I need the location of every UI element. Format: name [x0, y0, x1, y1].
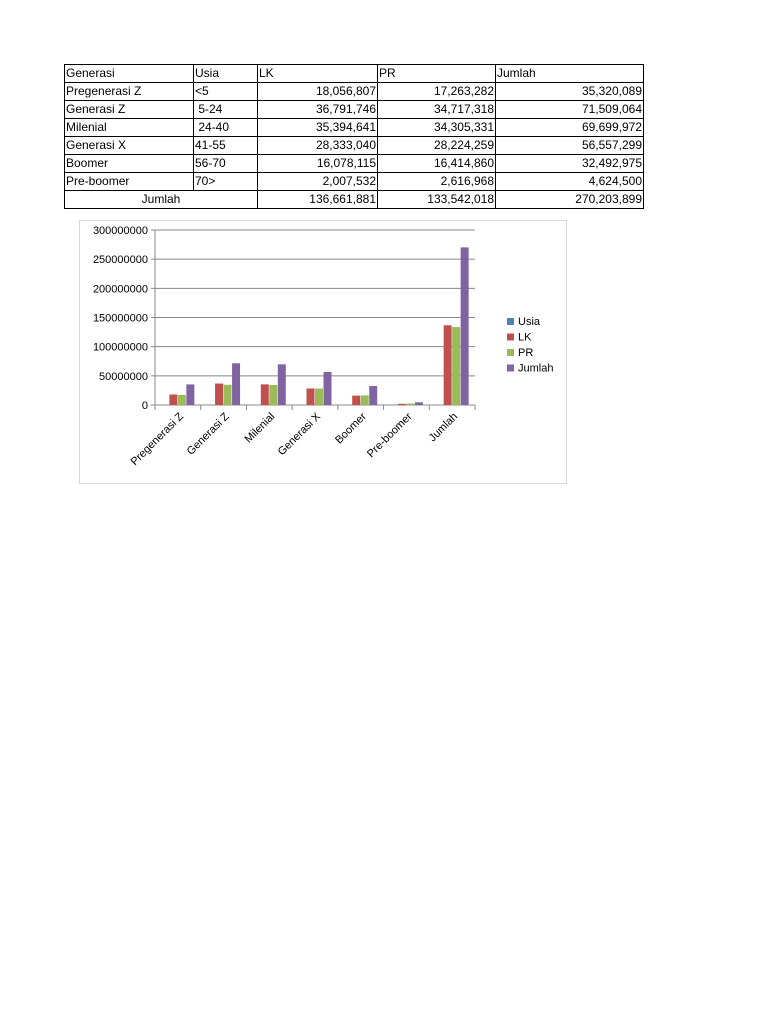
header-cell-pr[interactable]: PR	[378, 65, 496, 83]
legend-swatch-pr	[507, 349, 514, 356]
data-table	[64, 64, 644, 209]
x-tick-label: Jumlah	[426, 410, 461, 445]
table-cell[interactable]: 24-40	[194, 119, 258, 137]
bar-lk	[261, 384, 269, 405]
x-tick-label: Generasi X	[275, 410, 324, 459]
bar-jumlah	[461, 247, 469, 405]
bar-jumlah	[324, 372, 332, 405]
table-cell[interactable]: 2,007,532	[258, 173, 378, 191]
table-cell[interactable]: 2,616,968	[378, 173, 496, 191]
total-jumlah-cell[interactable]: 270,203,899	[496, 191, 644, 209]
table-cell[interactable]: Boomer	[65, 155, 194, 173]
bar-pr	[361, 395, 369, 405]
table-cell[interactable]: 32,492,975	[496, 155, 644, 173]
legend-swatch-lk	[507, 334, 514, 341]
table-row	[65, 173, 644, 191]
table-cell[interactable]: 69,699,972	[496, 119, 644, 137]
y-tick-label: 50000000	[99, 370, 148, 383]
bar-chart[interactable]	[79, 220, 567, 484]
bar-pr	[269, 385, 277, 405]
table-cell[interactable]: 56,557,299	[496, 137, 644, 155]
bar-pr	[406, 403, 414, 405]
bar-lk	[398, 404, 406, 405]
x-tick-label: Pre-boomer	[364, 410, 415, 461]
table-cell[interactable]: 18,056,807	[258, 83, 378, 101]
table-cell[interactable]: 71,509,064	[496, 101, 644, 119]
table-cell[interactable]: 70>	[194, 173, 258, 191]
bar-jumlah	[369, 386, 377, 405]
chart-svg	[80, 221, 566, 483]
x-tick-label: Pregenerasi Z	[128, 410, 186, 468]
y-tick-label: 150000000	[92, 312, 148, 325]
bar-lk	[307, 388, 315, 405]
table-cell[interactable]: 5-24	[194, 101, 258, 119]
table-cell[interactable]: Generasi X	[65, 137, 194, 155]
legend-label-lk: LK	[518, 331, 532, 344]
legend-label-usia: Usia	[518, 316, 541, 328]
table-cell[interactable]: 35,394,641	[258, 119, 378, 137]
table-cell[interactable]: 34,717,318	[378, 101, 496, 119]
header-cell-lk[interactable]: LK	[258, 65, 378, 83]
total-pr-cell[interactable]: 133,542,018	[378, 191, 496, 209]
table-cell[interactable]: 28,224,259	[378, 137, 496, 155]
table-cell[interactable]: Milenial	[65, 119, 194, 137]
table-cell[interactable]: Pre-boomer	[65, 173, 194, 191]
table-cell[interactable]: Pregenerasi Z	[65, 83, 194, 101]
legend-label-jumlah: Jumlah	[518, 362, 554, 375]
y-tick-label: 100000000	[92, 341, 148, 354]
table-cell[interactable]: Generasi Z	[65, 101, 194, 119]
table-cell[interactable]: 36,791,746	[258, 101, 378, 119]
bar-jumlah	[186, 384, 194, 405]
table-row	[65, 83, 644, 101]
total-row	[65, 191, 644, 209]
bar-pr	[452, 327, 460, 405]
total-label-cell[interactable]: Jumlah	[65, 191, 258, 209]
table-cell[interactable]: <5	[194, 83, 258, 101]
bar-lk	[215, 384, 223, 405]
table-cell[interactable]: 56-70	[194, 155, 258, 173]
y-tick-label: 250000000	[92, 254, 148, 267]
table-cell[interactable]: 16,078,115	[258, 155, 378, 173]
y-tick-label: 200000000	[92, 283, 148, 296]
table-row	[65, 137, 644, 155]
bar-jumlah	[232, 363, 240, 405]
bar-lk	[352, 396, 360, 405]
legend-label-pr: PR	[518, 347, 534, 359]
bar-lk	[444, 325, 452, 405]
legend-swatch-usia	[507, 318, 514, 325]
x-tick-label: Generasi Z	[184, 410, 232, 458]
x-tick-label: Milenial	[242, 410, 278, 446]
table-row	[65, 119, 644, 137]
legend-swatch-jumlah	[507, 365, 514, 372]
bar-jumlah	[278, 364, 286, 405]
bar-pr	[315, 389, 323, 405]
header-cell-jumlah[interactable]: Jumlah	[496, 65, 644, 83]
table-cell[interactable]: 4,624,500	[496, 173, 644, 191]
table-cell[interactable]: 28,333,040	[258, 137, 378, 155]
table-cell[interactable]: 34,305,331	[378, 119, 496, 137]
bar-jumlah	[415, 402, 423, 405]
table-cell[interactable]: 35,320,089	[496, 83, 644, 101]
table-cell[interactable]: 17,263,282	[378, 83, 496, 101]
bar-pr	[178, 395, 186, 405]
header-cell-usia[interactable]: Usia	[194, 65, 258, 83]
table-row	[65, 101, 644, 119]
table-header-row	[65, 65, 644, 83]
total-lk-cell[interactable]: 136,661,881	[258, 191, 378, 209]
header-cell-generasi[interactable]: Generasi	[65, 65, 194, 83]
y-tick-label: 300000000	[92, 225, 148, 237]
bar-lk	[169, 394, 177, 405]
table-row	[65, 155, 644, 173]
table-cell[interactable]: 41-55	[194, 137, 258, 155]
table-cell[interactable]: 16,414,860	[378, 155, 496, 173]
bar-pr	[224, 385, 232, 405]
y-tick-label: 0	[141, 400, 148, 412]
x-tick-label: Boomer	[333, 410, 369, 447]
